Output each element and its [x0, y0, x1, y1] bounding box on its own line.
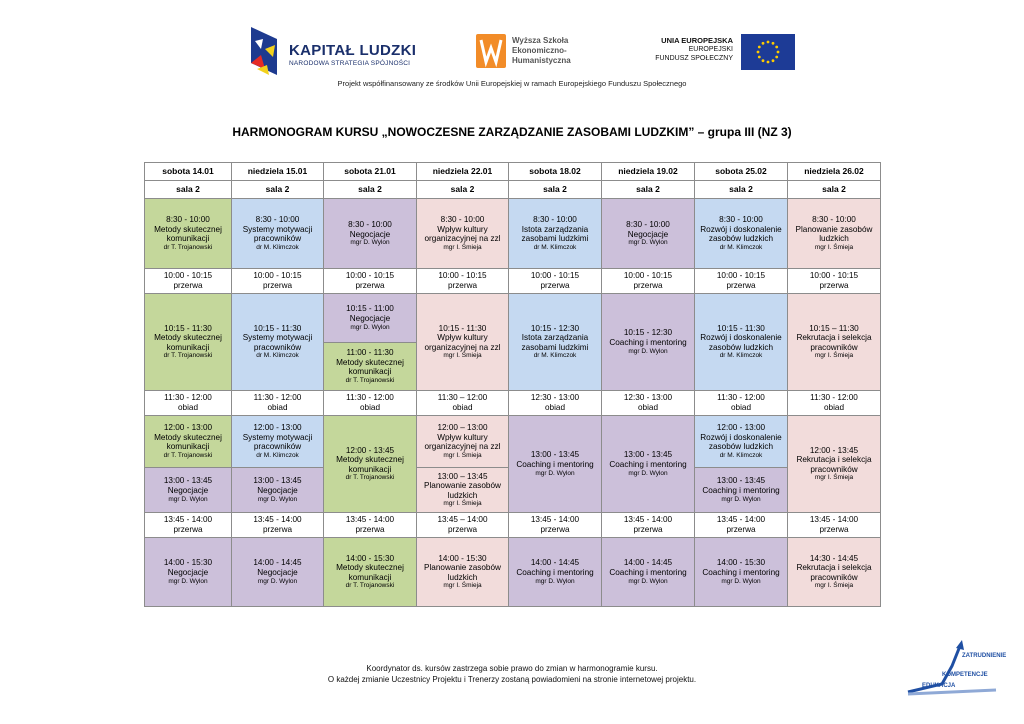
cell-time: 10:15 – 11:30	[809, 323, 859, 333]
eu-logo	[655, 34, 795, 70]
cell-trainer: mgr I. Śmieja	[814, 474, 854, 482]
cell-time: 10:00 - 10:15	[163, 271, 213, 281]
cell-trainer: dr M. Klimczok	[256, 352, 299, 360]
cell-time: 10:15 - 11:00	[346, 304, 394, 314]
cell-text: przerwa	[355, 281, 385, 290]
cell-text: komunikacji	[348, 572, 392, 582]
schedule-row	[145, 199, 881, 269]
cell-time: 13:00 - 13:45	[716, 476, 766, 486]
schedule-cell	[232, 468, 324, 513]
cell-text: komunikacji	[348, 464, 392, 474]
schedule-cell	[509, 391, 602, 416]
cell-text: obiad	[730, 403, 752, 412]
schedule-cell	[602, 199, 695, 269]
cell-text: Metody skutecznej	[336, 455, 404, 465]
cell-trainer: mgr D. Wylon	[628, 347, 668, 355]
cell-trainer: mgr D. Wylon	[721, 495, 761, 503]
cell-time: 12:00 - 13:00	[163, 423, 213, 433]
cell-time: 14:00 - 15:30	[438, 553, 487, 563]
cell-text: Systemy motywacji	[242, 224, 313, 234]
wseh-logo	[476, 34, 586, 68]
zatrudnienie-label: ZATRUDNIENIE	[962, 653, 1007, 659]
cell-time: 11:30 – 12:00	[437, 393, 488, 403]
cell-text: Negocjacje	[167, 568, 209, 577]
cell-time: 13:00 - 13:45	[163, 476, 213, 486]
cell-trainer: mgr D. Wylon	[168, 577, 208, 585]
cell-trainer: dr T. Trojanowski	[163, 243, 213, 251]
schedule-cell	[695, 468, 788, 513]
cell-text: komunikacji	[166, 342, 210, 352]
cell-trainer: mgr I. Śmieja	[443, 451, 482, 459]
cell-text: Coaching i mentoring	[609, 568, 687, 577]
schedule-cell	[509, 513, 602, 538]
cell-text: Coaching i mentoring	[516, 460, 594, 469]
cell-text: Rozwój i doskonalenie	[700, 432, 782, 442]
schedule-cell	[324, 199, 417, 269]
room-header: sala 2	[788, 181, 881, 199]
cell-time: 11:30 - 12:00	[717, 393, 765, 403]
schedule-table	[144, 162, 881, 607]
cell-trainer: mgr D. Wylon	[535, 469, 575, 477]
cell-text: pracowników	[253, 342, 302, 352]
cell-time: 12:00 - 13:00	[716, 423, 766, 433]
room-header: sala 2	[509, 181, 602, 199]
schedule-cell	[695, 538, 788, 607]
cell-time: 10:15 - 11:30	[438, 323, 487, 333]
cell-text: Systemy motywacji	[242, 333, 313, 343]
cell-text: przerwa	[262, 281, 293, 290]
cell-text: Coaching i mentoring	[702, 486, 780, 495]
cell-trainer: dr M. Klimczok	[719, 352, 763, 360]
cell-trainer: dr M. Klimczok	[719, 451, 763, 459]
cell-text: obiad	[544, 403, 566, 412]
cell-trainer: dr T. Trojanowski	[163, 352, 213, 360]
cell-time: 13:45 - 14:00	[345, 515, 395, 525]
schedule-cell	[324, 416, 417, 513]
zatrudnienie-logo	[902, 640, 1007, 698]
cell-time: 14:30 - 14:45	[809, 553, 859, 563]
schedule-cell	[417, 391, 509, 416]
cell-time: 11:30 - 12:00	[346, 393, 394, 403]
schedule-row	[145, 513, 881, 538]
cell-text: przerwa	[819, 281, 849, 290]
schedule-cell	[324, 391, 417, 416]
schedule-cell	[788, 269, 881, 294]
cell-time: 11:30 - 12:00	[810, 393, 858, 403]
cell-text: przerwa	[447, 525, 478, 534]
cell-text: Coaching i mentoring	[702, 568, 780, 577]
cell-trainer: mgr D. Wylon	[350, 239, 390, 247]
zatrudnienie-arrow-icon	[902, 640, 1002, 698]
schedule-cell	[788, 416, 881, 513]
cell-time: 13:00 – 13:45	[437, 471, 488, 481]
cell-time: 8:30 - 10:00	[255, 215, 300, 225]
cell-text: Rekrutacja i selekcja	[796, 455, 872, 465]
schedule-cell	[695, 513, 788, 538]
wseh-name	[512, 36, 584, 66]
schedule-row	[145, 538, 881, 607]
day-header: niedziela 19.02	[602, 163, 695, 181]
cell-trainer: mgr D. Wylon	[721, 577, 761, 585]
room-header-row	[145, 181, 881, 199]
cell-time: 12:00 - 13:45	[345, 445, 395, 455]
cell-text: przerwa	[540, 281, 570, 290]
document-title: HARMONOGRAM KURSU „NOWOCZESNE ZARZĄDZANIE ZASOBAMI LUDZKIM” – grupa III (NZ 3)	[232, 125, 792, 139]
cell-text: Systemy motywacji	[242, 432, 313, 442]
cell-text: obiad	[637, 403, 659, 412]
schedule-cell	[324, 513, 417, 538]
schedule-row	[145, 269, 881, 294]
cell-trainer: mgr I. Śmieja	[814, 582, 854, 590]
cell-text: Metody skutecznej	[336, 357, 404, 367]
schedule-cell	[788, 294, 881, 391]
cell-text: przerwa	[726, 281, 756, 290]
schedule-cell	[145, 294, 232, 391]
cell-text: przerwa	[447, 281, 478, 290]
schedule-cell	[602, 269, 695, 294]
cell-text: organizacyjnej na zzl	[424, 442, 501, 452]
cell-time: 10:00 - 10:15	[345, 271, 395, 281]
cell-time: 8:30 - 10:00	[348, 219, 392, 229]
cell-time: 13:00 - 13:45	[530, 450, 580, 460]
wseh-line-3: Humanistyczna	[512, 56, 571, 65]
cell-text: komunikacji	[166, 234, 210, 244]
cell-time: 8:30 - 10:00	[812, 215, 856, 225]
cell-text: Metody skutecznej	[154, 333, 222, 343]
cell-text: Rekrutacja i selekcja	[796, 563, 872, 573]
cell-text: przerwa	[540, 525, 570, 534]
edukacja-label: EDUKACJA	[922, 683, 956, 689]
kapital-ludzki-subtitle: NARODOWA STRATEGIA SPÓJNOŚCI	[289, 60, 411, 67]
cell-text: zasobów ludzkich	[708, 442, 774, 452]
cell-time: 14:00 - 15:30	[163, 558, 213, 568]
eu-line-2: EUROPEJSKI	[688, 46, 733, 53]
cell-text: komunikacji	[166, 442, 210, 452]
day-header: niedziela 22.01	[417, 163, 509, 181]
cell-time: 10:00 - 10:15	[530, 271, 580, 281]
schedule-cell	[509, 294, 602, 391]
cell-text: Coaching i mentoring	[609, 460, 687, 469]
cell-time: 10:15 - 12:30	[623, 328, 673, 338]
cell-text: przerwa	[633, 281, 663, 290]
schedule-cell	[417, 538, 509, 607]
schedule-cell	[509, 538, 602, 607]
kapital-ludzki-logo	[247, 25, 417, 77]
cell-trainer: mgr D. Wylon	[628, 577, 668, 585]
schedule-cell	[695, 294, 788, 391]
cell-time: 11:00 - 11:30	[346, 348, 394, 358]
cell-text: pracowników	[810, 464, 858, 474]
cell-time: 11:30 - 12:00	[253, 393, 302, 403]
cell-time: 10:15 - 11:30	[253, 323, 302, 333]
cell-text: obiad	[267, 403, 288, 412]
cell-trainer: mgr I. Śmieja	[443, 243, 482, 251]
eu-line-1: UNIA EUROPEJSKA	[661, 36, 733, 45]
cell-time: 8:30 - 10:00	[719, 215, 763, 225]
cell-text: organizacyjnej na zzl	[424, 342, 501, 352]
wseh-line-2: Ekonomiczno-	[512, 46, 567, 55]
room-header: sala 2	[602, 181, 695, 199]
cell-time: 13:45 - 14:00	[163, 515, 213, 525]
day-header: sobota 14.01	[145, 163, 232, 181]
cell-trainer: dr M. Klimczok	[533, 243, 577, 251]
cell-time: 10:00 - 10:15	[623, 271, 673, 281]
schedule-cell	[232, 538, 324, 607]
cell-trainer: mgr I. Śmieja	[443, 582, 482, 590]
kapital-ludzki-title: KAPITAŁ LUDZKI	[289, 42, 417, 59]
cell-text: Negocjacje	[627, 229, 669, 239]
cell-text: Coaching i mentoring	[609, 338, 687, 347]
schedule-cell	[145, 416, 232, 468]
schedule-cell	[788, 199, 881, 269]
cell-trainer: dr T. Trojanowski	[345, 376, 395, 384]
cell-trainer: mgr D. Wylon	[535, 577, 575, 585]
schedule-cell	[417, 468, 509, 513]
schedule-cell	[602, 294, 695, 391]
schedule-cell	[695, 416, 788, 468]
cell-text: Wpływ kultury	[437, 224, 488, 234]
schedule-cell	[509, 416, 602, 513]
cell-text: pracowników	[810, 342, 858, 352]
cell-time: 13:45 - 14:00	[623, 515, 673, 525]
cell-text: Istota zarządzania	[521, 333, 589, 343]
cell-text: Negocjacje	[349, 314, 391, 323]
cell-time: 13:45 - 14:00	[809, 515, 859, 525]
cell-text: ludzkich	[447, 572, 478, 582]
cell-trainer: mgr D. Wylon	[257, 577, 298, 585]
cell-text: Negocjacje	[167, 486, 209, 495]
cell-trainer: mgr D. Wylon	[628, 469, 668, 477]
eu-text	[655, 36, 733, 63]
schedule-cell	[324, 343, 417, 391]
cell-text: Metody skutecznej	[336, 563, 404, 573]
cell-text: Coaching i mentoring	[516, 568, 594, 577]
cell-time: 13:45 – 14:00	[437, 515, 488, 525]
schedule-cell	[417, 294, 509, 391]
cell-trainer: dr M. Klimczok	[256, 451, 299, 459]
cell-text: Wpływ kultury	[437, 333, 488, 343]
cell-text: przerwa	[262, 525, 293, 534]
day-header: niedziela 15.01	[232, 163, 324, 181]
day-header: niedziela 26.02	[788, 163, 881, 181]
cell-text: obiad	[177, 403, 199, 412]
schedule-cell	[417, 199, 509, 269]
cell-time: 14:00 - 15:30	[345, 553, 395, 563]
schedule-cell	[145, 468, 232, 513]
room-header: sala 2	[695, 181, 788, 199]
cell-text: przerwa	[173, 281, 203, 290]
cell-text: Planowanie zasobów	[424, 563, 501, 573]
cell-text: Istota zarządzania	[521, 224, 589, 234]
schedule-cell	[232, 294, 324, 391]
cell-trainer: mgr D. Wylon	[350, 323, 390, 331]
schedule-cell	[232, 391, 324, 416]
cell-text: obiad	[359, 403, 381, 412]
schedule-cell	[232, 269, 324, 294]
cell-text: obiad	[452, 403, 473, 412]
day-header: sobota 21.01	[324, 163, 417, 181]
schedule-cell	[602, 538, 695, 607]
wseh-line-1: Wyższa Szkoła	[512, 36, 569, 45]
footer-line-1: Koordynator ds. kursów zastrzega sobie prawo do zmian w harmonogramie kursu.	[366, 664, 658, 673]
cell-text: Rozwój i doskonalenie	[700, 224, 782, 234]
schedule-cell	[145, 391, 232, 416]
cell-text: Negocjacje	[257, 486, 298, 495]
cell-trainer: dr T. Trojanowski	[163, 451, 213, 459]
cell-trainer: mgr D. Wylon	[257, 495, 298, 503]
cell-time: 8:30 - 10:00	[440, 215, 485, 225]
cell-time: 10:00 - 10:15	[716, 271, 766, 281]
cell-trainer: mgr D. Wylon	[168, 495, 208, 503]
schedule-cell	[232, 416, 324, 468]
cell-text: przerwa	[633, 525, 663, 534]
schedule-row	[145, 416, 881, 468]
schedule-cell	[509, 269, 602, 294]
cell-text: zasobami ludzkimi	[521, 342, 589, 352]
schedule-cell	[695, 391, 788, 416]
cell-time: 10:00 - 10:15	[253, 271, 302, 281]
schedule-cell	[417, 513, 509, 538]
cell-text: Wpływ kultury	[437, 432, 488, 442]
cell-time: 13:45 - 14:00	[716, 515, 766, 525]
cell-time: 13:00 - 13:45	[623, 450, 673, 460]
cell-time: 13:45 - 14:00	[530, 515, 580, 525]
cell-text: Negocjacje	[349, 229, 391, 239]
eu-line-3: FUNDUSZ SPOŁECZNY	[655, 55, 733, 62]
eu-flag-icon	[741, 34, 795, 70]
cell-time: 10:15 - 11:30	[717, 323, 765, 333]
cell-trainer: mgr I. Śmieja	[443, 352, 482, 360]
cell-text: przerwa	[355, 525, 385, 534]
cell-time: 10:15 - 12:30	[530, 323, 580, 333]
schedule-row	[145, 294, 881, 343]
cell-text: zasobów ludzkich	[708, 234, 774, 244]
schedule-cell	[417, 416, 509, 468]
cell-time: 8:30 - 10:00	[626, 219, 670, 229]
room-header: sala 2	[324, 181, 417, 199]
cell-text: Planowanie zasobów	[424, 481, 501, 491]
cell-text: Rekrutacja i selekcja	[796, 333, 872, 343]
schedule-cell	[145, 269, 232, 294]
cell-trainer: mgr I. Śmieja	[814, 243, 854, 251]
cell-trainer: mgr I. Śmieja	[443, 500, 482, 508]
kompetencje-label: KOMPETENCJE	[942, 672, 988, 678]
cell-time: 14:00 - 14:45	[530, 558, 580, 568]
room-header: sala 2	[417, 181, 509, 199]
days-header-row	[145, 163, 881, 181]
cell-text: pracowników	[810, 572, 858, 582]
cell-trainer: mgr D. Wylon	[628, 239, 668, 247]
cell-time: 14:00 - 15:30	[716, 558, 766, 568]
cell-time: 14:00 - 14:45	[253, 558, 302, 568]
cell-text: pracowników	[253, 442, 302, 452]
schedule-cell	[695, 199, 788, 269]
cell-text: obiad	[823, 403, 845, 412]
schedule-cell	[232, 513, 324, 538]
schedule-cell	[788, 513, 881, 538]
schedule-cell	[788, 538, 881, 607]
cell-text: Negocjacje	[257, 568, 298, 577]
cell-text: Rozwój i doskonalenie	[700, 333, 782, 343]
cell-text: ludzkich	[819, 234, 849, 244]
cell-trainer: dr M. Klimczok	[719, 243, 763, 251]
schedule-cell	[324, 538, 417, 607]
schedule-cell	[145, 199, 232, 269]
cell-time: 10:00 - 10:15	[438, 271, 487, 281]
cell-text: komunikacji	[348, 367, 392, 377]
cell-text: pracowników	[253, 234, 302, 244]
cell-time: 14:00 - 14:45	[623, 558, 673, 568]
cell-time: 10:15 - 11:30	[164, 323, 212, 333]
day-header: sobota 25.02	[695, 163, 788, 181]
cofinancing-note: Projekt współfinansowany ze środków Unii Europejskiej w ramach Europejskiego Funduszu Społecznego	[337, 79, 687, 88]
schedule-cell	[417, 269, 509, 294]
cell-trainer: dr T. Trojanowski	[345, 582, 395, 590]
kapital-ludzki-flag-icon	[247, 25, 279, 77]
cell-time: 12:00 – 13:00	[437, 423, 488, 433]
cell-text: Metody skutecznej	[154, 432, 222, 442]
schedule-cell	[324, 269, 417, 294]
cell-time: 8:30 - 10:00	[533, 215, 577, 225]
schedule-cell	[232, 199, 324, 269]
cell-trainer: mgr I. Śmieja	[814, 352, 854, 360]
cell-trainer: dr T. Trojanowski	[345, 474, 395, 482]
wseh-mark-icon	[476, 34, 506, 68]
cell-time: 13:00 - 13:45	[253, 476, 302, 486]
day-header: sobota 18.02	[509, 163, 602, 181]
cell-text: Metody skutecznej	[154, 224, 222, 234]
schedule-cell	[695, 269, 788, 294]
cell-text: przerwa	[173, 525, 203, 534]
cell-text: organizacyjnej na zzl	[424, 234, 501, 244]
schedule-row	[145, 391, 881, 416]
cell-time: 10:00 - 10:15	[809, 271, 859, 281]
cell-text: przerwa	[819, 525, 849, 534]
schedule-cell	[324, 294, 417, 343]
cell-text: przerwa	[726, 525, 756, 534]
cell-time: 11:30 - 12:00	[164, 393, 212, 403]
cell-text: Planowanie zasobów	[795, 224, 873, 234]
schedule-cell	[602, 391, 695, 416]
cell-time: 13:45 - 14:00	[253, 515, 302, 525]
cell-time: 12:30 - 13:00	[623, 393, 673, 403]
cell-time: 8:30 - 10:00	[166, 215, 210, 225]
cell-text: zasobów ludzkich	[708, 342, 774, 352]
room-header: sala 2	[145, 181, 232, 199]
cell-time: 12:00 - 13:45	[809, 445, 859, 455]
schedule-cell	[145, 538, 232, 607]
cell-time: 12:00 - 13:00	[253, 423, 302, 433]
cell-text: ludzkich	[447, 490, 478, 500]
schedule-cell	[509, 199, 602, 269]
footer-note	[0, 663, 1024, 685]
cell-time: 12:30 - 13:00	[530, 393, 580, 403]
schedule-cell	[145, 513, 232, 538]
schedule-cell	[602, 513, 695, 538]
cell-trainer: dr M. Klimczok	[533, 352, 577, 360]
cell-trainer: dr M. Klimczok	[256, 243, 299, 251]
cell-text: zasobami ludzkimi	[521, 234, 589, 244]
schedule-cell	[788, 391, 881, 416]
room-header: sala 2	[232, 181, 324, 199]
footer-line-2: O każdej zmianie Uczestnicy Projektu i Trenerzy zostaną powiadomieni na stronie internetowej projektu.	[327, 675, 697, 684]
schedule-cell	[602, 416, 695, 513]
